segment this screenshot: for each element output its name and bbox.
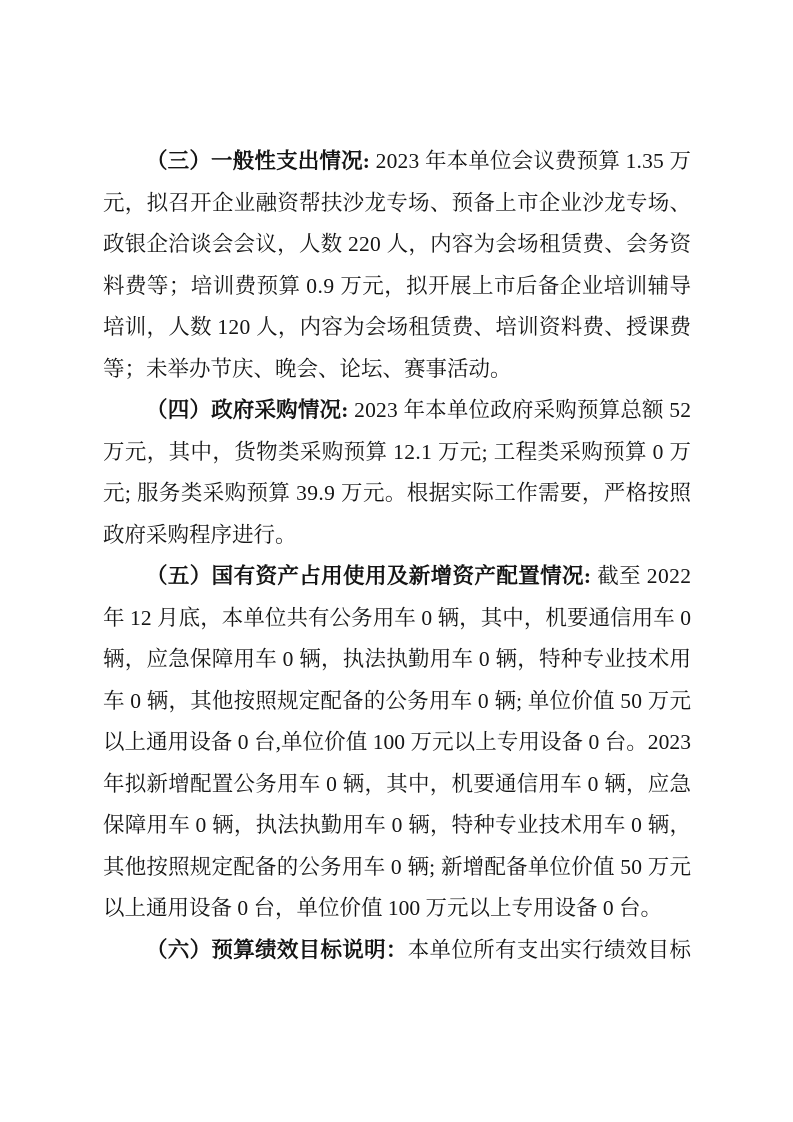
line-text: 政府采购程序进行。 xyxy=(103,522,297,547)
line-text: 辆，应急保障用车 0 辆，执法执勤用车 0 辆，特种专业技术用 xyxy=(103,647,692,671)
line-text: 等；未举办节庆、晚会、论坛、赛事活动。 xyxy=(103,356,512,381)
text-line xyxy=(103,266,691,308)
document-body xyxy=(103,141,691,971)
text-line xyxy=(103,805,691,847)
text-line xyxy=(103,639,691,681)
text-line xyxy=(103,556,691,598)
text-line xyxy=(103,515,691,557)
text-line xyxy=(103,307,691,349)
line-text: 本单位所有支出实行绩效目标 xyxy=(407,937,692,962)
text-line xyxy=(103,847,691,889)
line-text: 年 12 月底，本单位共有公务用车 0 辆，其中，机要通信用车 0 xyxy=(103,605,692,630)
text-line xyxy=(103,473,691,515)
section-heading: （六）预算绩效目标说明： xyxy=(146,937,408,962)
text-line xyxy=(103,183,691,225)
text-line xyxy=(103,141,691,183)
text-line xyxy=(103,390,691,432)
section-heading: （五）国有资产占用使用及新增资产配置情况: xyxy=(146,564,592,588)
line-text: 截至 2022 xyxy=(591,564,692,588)
text-line xyxy=(103,349,691,391)
line-text: 车 0 辆，其他按照规定配备的公务用车 0 辆; 单位价值 50 万元 xyxy=(103,688,692,713)
line-text: 2023 年本单位政府采购预算总额 52 xyxy=(348,398,692,422)
section-6-budget-performance xyxy=(103,930,691,972)
line-text: 元; 服务类采购预算 39.9 万元。根据实际工作需要，严格按照 xyxy=(103,481,692,505)
line-text: 政银企洽谈会会议，人数 220 人，内容为会场租赁费、会务资 xyxy=(103,232,692,256)
line-text: 培训，人数 120 人，内容为会场租赁费、培训资料费、授课费 xyxy=(103,315,692,339)
text-line xyxy=(103,598,691,640)
text-line xyxy=(103,764,691,806)
line-text: 2023 年本单位会议费预算 1.35 万 xyxy=(370,149,692,173)
text-line xyxy=(103,722,691,764)
text-line xyxy=(103,224,691,266)
section-3-general-expenditure xyxy=(103,141,691,390)
line-text: 保障用车 0 辆，执法执勤用车 0 辆，特种专业技术用车 0 辆， xyxy=(103,813,692,837)
line-text: 元，拟召开企业融资帮扶沙龙专场、预备上市企业沙龙专场、 xyxy=(103,190,692,215)
line-text: 年拟新增配置公务用车 0 辆，其中，机要通信用车 0 辆，应急 xyxy=(103,771,692,796)
line-text: 以上通用设备 0 台，单位价值 100 万元以上专用设备 0 台。 xyxy=(103,896,663,920)
line-text: 料费等；培训费预算 0.9 万元，拟开展上市后备企业培训辅导 xyxy=(103,273,692,298)
line-text: 以上通用设备 0 台,单位价值 100 万元以上专用设备 0 台。2023 xyxy=(103,730,692,754)
text-line xyxy=(103,681,691,723)
section-heading: （四）政府采购情况: xyxy=(146,398,349,422)
line-text: 万元，其中，货物类采购预算 12.1 万元; 工程类采购预算 0 万 xyxy=(103,439,692,464)
line-text: 其他按照规定配备的公务用车 0 辆; 新增配备单位价值 50 万元 xyxy=(103,854,692,879)
section-4-government-procurement xyxy=(103,390,691,556)
text-line xyxy=(103,930,691,972)
text-line xyxy=(103,432,691,474)
text-line xyxy=(103,888,691,930)
section-heading: （三）一般性支出情况: xyxy=(146,149,371,173)
section-5-state-owned-assets xyxy=(103,556,691,930)
